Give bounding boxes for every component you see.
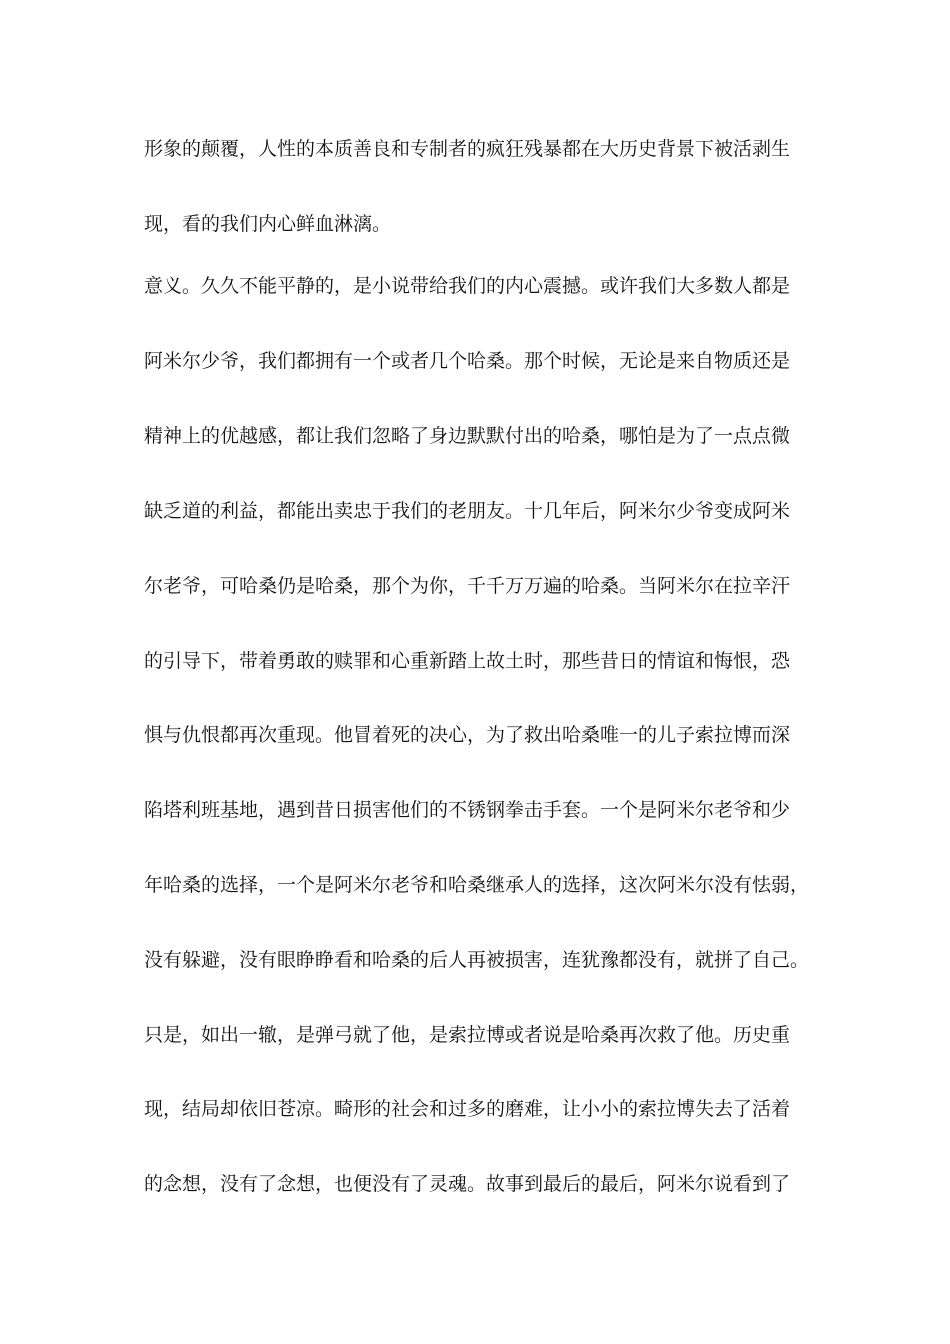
text-line: 尔老爷，可哈桑仍是哈桑，那个为你，千千万万遍的哈桑。当阿米尔在拉辛汗 xyxy=(144,575,791,597)
text-line: 现，结局却依旧苍凉。畸形的社会和过多的磨难，让小小的索拉博失去了活着 xyxy=(144,1098,791,1120)
text-line: 只是，如出一辙，是弹弓就了他，是索拉博或者说是哈桑再次救了他。历史重 xyxy=(144,1024,791,1046)
text-line: 意义。久久不能平静的，是小说带给我们的内心震撼。或许我们大多数人都是 xyxy=(144,275,791,297)
text-line: 阿米尔少爷，我们都拥有一个或者几个哈桑。那个时候，无论是来自物质还是 xyxy=(144,350,791,372)
text-line: 年哈桑的选择，一个是阿米尔老爷和哈桑继承人的选择，这次阿米尔没有怯弱， xyxy=(144,874,810,896)
text-line: 的引导下，带着勇敢的赎罪和心重新踏上故土时，那些昔日的情谊和悔恨，恐 xyxy=(144,650,791,672)
text-line: 的念想，没有了念想，也便没有了灵魂。故事到最后的最后，阿米尔说看到了 xyxy=(144,1173,791,1195)
text-line: 没有躲避，没有眼睁睁看和哈桑的后人再被损害，连犹豫都没有，就拼了自己。 xyxy=(144,949,810,971)
text-line: 陷塔利班基地，遇到昔日损害他们的不锈钢拳击手套。一个是阿米尔老爷和少 xyxy=(144,799,791,821)
text-line: 缺乏道的利益，都能出卖忠于我们的老朋友。十几年后，阿米尔少爷变成阿米 xyxy=(144,500,791,522)
text-line: 现，看的我们内心鲜血淋漓。 xyxy=(144,213,392,235)
text-line: 形象的颠覆，人性的本质善良和专制者的疯狂残暴都在大历史背景下被活剥生 xyxy=(144,138,791,160)
text-line: 精神上的优越感，都让我们忽略了身边默默付出的哈桑，哪怕是为了一点点微 xyxy=(144,425,791,447)
text-line: 惧与仇恨都再次重现。他冒着死的决心，为了救出哈桑唯一的儿子索拉博而深 xyxy=(144,724,791,746)
